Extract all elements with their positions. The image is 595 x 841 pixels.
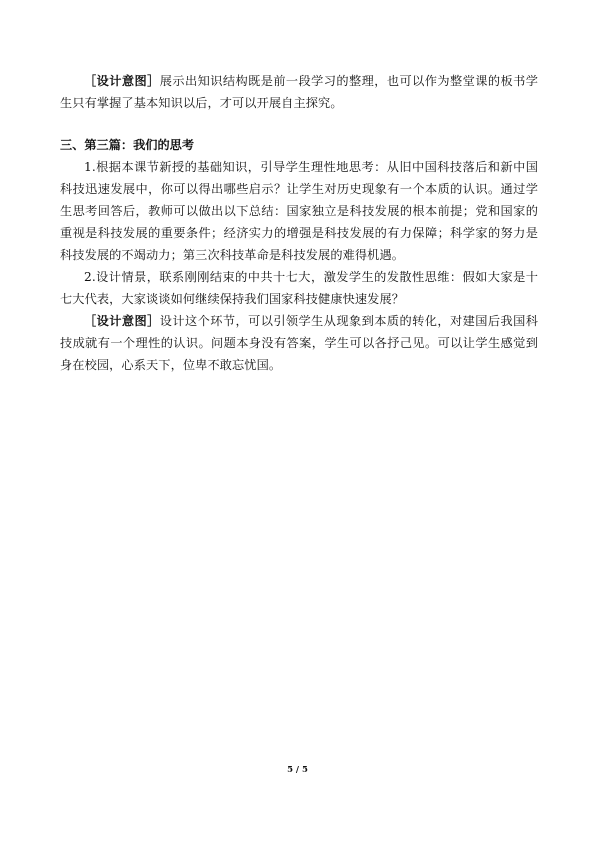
design-intent-text: 展示出知识结构既是前一段学习的整理，也可以作为整堂课的板书学生只有掌握了基本知识以后，才可以开展自主探究。 [60, 74, 539, 110]
page-content [60, 70, 538, 376]
design-intent-tag: ［设计意图］ [84, 74, 160, 88]
reflection-paragraph-2: 2.设计情景，联系刚刚结束的中共十七大，激发学生的发散性思维：假如大家是十七大代表，大家谈谈如何继续保持我们国家科技健康快速发展？ [60, 270, 538, 306]
design-intent-text-2: 设计这个环节，可以引领学生从现象到本质的转化，对建国后我国科技成就有一个理性的认识。问题本身没有答案，学生可以各抒己见。可以让学生感觉到身在校园，心系天下，位卑不敢忘忧国。 [60, 314, 539, 372]
design-intent-tag-2: ［设计意图］ [84, 314, 160, 328]
reflection-paragraph-1: 1.根据本课节新授的基础知识，引导学生理性地思考：从旧中国科技落后和新中国科技迅速发展中，你可以得出哪些启示？让学生对历史现象有一个本质的认识。通过学生思考回答后，教师可以做出以下总结：国家独立是科技发展的根本前提；党和国家的重视是科技发展的重要条件；经济实力的增强是科技发展的有力保障；科学家的努力是科技发展的不竭动力；第三次科技革命是科技发展的难得机遇。 [60, 160, 538, 262]
section-heading: 三、第三篇：我们的思考 [60, 138, 195, 152]
page-number: 5 / 5 [287, 765, 308, 775]
design-intent-paragraph-2 [60, 310, 538, 376]
design-intent-paragraph [60, 70, 538, 114]
